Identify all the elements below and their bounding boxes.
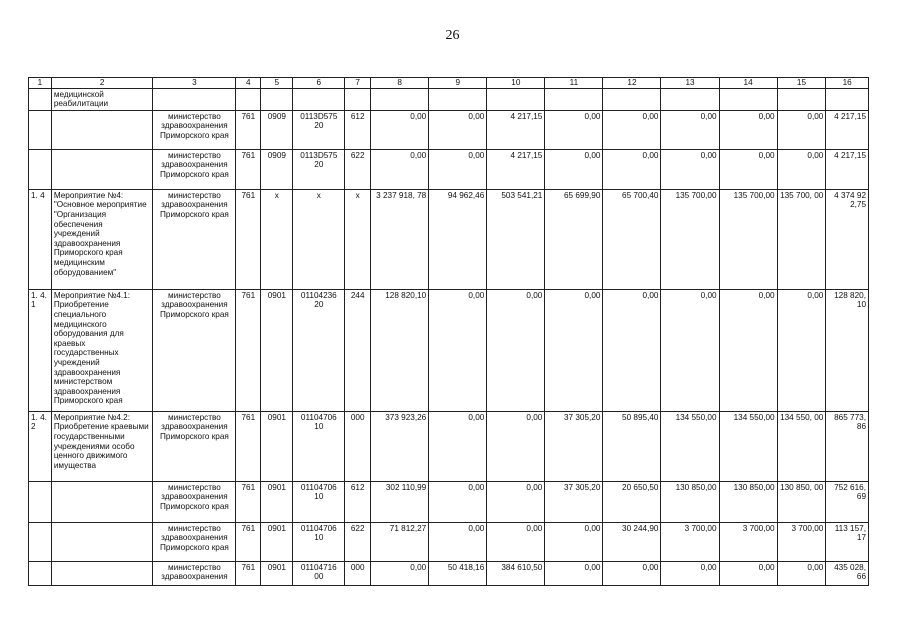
- table-cell: x: [261, 189, 293, 289]
- table-cell: 0,00: [661, 289, 719, 411]
- table-cell: 761: [236, 189, 261, 289]
- table-cell: 761: [236, 522, 261, 561]
- table-cell: 113 157, 17: [826, 522, 869, 561]
- table-cell: министерство здравоохранения Приморского края: [153, 149, 236, 189]
- table-cell: x: [293, 189, 345, 289]
- table-cell: 01104236 20: [293, 289, 345, 411]
- table-cell: 622: [345, 522, 371, 561]
- table-cell: 0,00: [487, 289, 545, 411]
- table-cell: Мероприятие №4: "Основное мероприятие "Организация обеспечения учреждений здравоохранения Приморского края медицинским оборудованием": [51, 189, 153, 289]
- table-cell: [603, 88, 661, 110]
- table-cell: 0901: [261, 522, 293, 561]
- header-cell: 5: [261, 78, 293, 89]
- table-cell: 0,00: [429, 289, 487, 411]
- table-cell: 130 850, 00: [777, 481, 826, 522]
- table-cell: 0,00: [545, 289, 603, 411]
- table-cell: 761: [236, 289, 261, 411]
- table-cell: 0,00: [719, 110, 777, 149]
- table-cell: 37 305,20: [545, 411, 603, 481]
- table-row: [29, 189, 869, 289]
- table-cell: 0,00: [719, 149, 777, 189]
- table-cell: 37 305,20: [545, 481, 603, 522]
- table-cell: 0,00: [545, 149, 603, 189]
- table-cell: Мероприятие №4.2: Приобретение краевыми государственными учреждениями особо ценного движимого имущества: [51, 411, 153, 481]
- table-cell: [429, 88, 487, 110]
- header-cell: 13: [661, 78, 719, 89]
- table-cell: [293, 88, 345, 110]
- table-cell: 0901: [261, 411, 293, 481]
- table-cell: 0113D575 20: [293, 110, 345, 149]
- table-cell: 30 244,90: [603, 522, 661, 561]
- table-cell: 761: [236, 110, 261, 149]
- table-cell: 612: [345, 481, 371, 522]
- table-cell: 0,00: [429, 149, 487, 189]
- table-cell: 130 850,00: [661, 481, 719, 522]
- table-cell: министерство здравоохранения Приморского края: [153, 411, 236, 481]
- table-cell: 0,00: [429, 481, 487, 522]
- table-cell: [51, 561, 153, 585]
- table-cell: 4 374 92 2,75: [826, 189, 869, 289]
- table-cell: 0,00: [545, 561, 603, 585]
- table-cell: Мероприятие №4.1: Приобретение специального медицинского оборудования для краевых государственных учреждений здравоохранения министерством здравоохранения Приморского края: [51, 289, 153, 411]
- table-cell: 0909: [261, 110, 293, 149]
- table-cell: 761: [236, 149, 261, 189]
- table-cell: [345, 88, 371, 110]
- table-cell: [719, 88, 777, 110]
- table-cell: 0,00: [429, 411, 487, 481]
- table-cell: 4 217,15: [487, 110, 545, 149]
- table-cell: [487, 88, 545, 110]
- table-cell: 0,00: [603, 561, 661, 585]
- table-cell: 3 700,00: [719, 522, 777, 561]
- table-cell: 503 541,21: [487, 189, 545, 289]
- table-cell: 135 700,00: [719, 189, 777, 289]
- table-row: [29, 110, 869, 149]
- table-cell: [545, 88, 603, 110]
- header-cell: 16: [826, 78, 869, 89]
- table-cell: 01104706 10: [293, 481, 345, 522]
- table-cell: 0,00: [487, 411, 545, 481]
- table-cell: 752 616, 69: [826, 481, 869, 522]
- table-cell: министерство здравоохранения Приморского края: [153, 289, 236, 411]
- header-cell: 12: [603, 78, 661, 89]
- table-body: [29, 88, 869, 585]
- header-cell: 7: [345, 78, 371, 89]
- table-cell: [51, 149, 153, 189]
- table-cell: 000: [345, 411, 371, 481]
- table-cell: 1. 4. 2: [29, 411, 52, 481]
- table-cell: 135 700, 00: [777, 189, 826, 289]
- table-cell: 761: [236, 481, 261, 522]
- table-cell: 0,00: [371, 149, 429, 189]
- table-cell: 0901: [261, 289, 293, 411]
- table-cell: [29, 561, 52, 585]
- table-cell: [261, 88, 293, 110]
- table-cell: 0,00: [487, 481, 545, 522]
- table-cell: 244: [345, 289, 371, 411]
- table-cell: 0,00: [661, 149, 719, 189]
- table-cell: [661, 88, 719, 110]
- table-cell: 0,00: [487, 522, 545, 561]
- table-row: [29, 411, 869, 481]
- table-cell: [29, 88, 52, 110]
- table-cell: 000: [345, 561, 371, 585]
- table-cell: 622: [345, 149, 371, 189]
- table-cell: 94 962,46: [429, 189, 487, 289]
- table-cell: 384 610,50: [487, 561, 545, 585]
- table-cell: 4 217,15: [826, 149, 869, 189]
- table-cell: министерство здравоохранения Приморского края: [153, 481, 236, 522]
- table-cell: [371, 88, 429, 110]
- table-cell: 435 028, 66: [826, 561, 869, 585]
- table-cell: 01104706 10: [293, 522, 345, 561]
- table-cell: 0,00: [545, 522, 603, 561]
- header-cell: 11: [545, 78, 603, 89]
- table-cell: 134 550, 00: [777, 411, 826, 481]
- table-cell: [826, 88, 869, 110]
- table-cell: 0113D575 20: [293, 149, 345, 189]
- table-cell: 0,00: [777, 289, 826, 411]
- table-cell: министерство здравоохранения Приморского края: [153, 110, 236, 149]
- header-cell: 1: [29, 78, 52, 89]
- table-cell: министерство здравоохранения Приморского края: [153, 522, 236, 561]
- table-cell: 01104716 00: [293, 561, 345, 585]
- table-cell: [29, 522, 52, 561]
- table-cell: 761: [236, 561, 261, 585]
- table-cell: 0901: [261, 561, 293, 585]
- header-cell: 6: [293, 78, 345, 89]
- table-cell: медицинской реабилитации: [51, 88, 153, 110]
- table-row: [29, 522, 869, 561]
- header-cell: 3: [153, 78, 236, 89]
- table-cell: x: [345, 189, 371, 289]
- table-row: [29, 561, 869, 585]
- table-cell: 20 650,50: [603, 481, 661, 522]
- table-cell: 0,00: [429, 110, 487, 149]
- table-cell: министерство здравоохранения Приморского края: [153, 189, 236, 289]
- table-cell: [29, 149, 52, 189]
- header-cell: 2: [51, 78, 153, 89]
- header-cell: 4: [236, 78, 261, 89]
- table-row: [29, 88, 869, 110]
- table-cell: 0,00: [371, 110, 429, 149]
- table-cell: [153, 88, 236, 110]
- table-cell: 0,00: [777, 561, 826, 585]
- table-cell: [29, 110, 52, 149]
- table-cell: 65 699,90: [545, 189, 603, 289]
- table-cell: 612: [345, 110, 371, 149]
- header-cell: 14: [719, 78, 777, 89]
- table-cell: 134 550,00: [661, 411, 719, 481]
- table-cell: 373 923,26: [371, 411, 429, 481]
- table-cell: 0,00: [545, 110, 603, 149]
- table-cell: 135 700,00: [661, 189, 719, 289]
- header-cell: 15: [777, 78, 826, 89]
- table-cell: 0,00: [371, 561, 429, 585]
- table-cell: 0,00: [603, 149, 661, 189]
- table-cell: 0,00: [661, 561, 719, 585]
- table-cell: 0,00: [777, 110, 826, 149]
- table-cell: 0,00: [603, 289, 661, 411]
- table-cell: 0901: [261, 481, 293, 522]
- table-cell: 130 850,00: [719, 481, 777, 522]
- table-cell: [51, 110, 153, 149]
- table-cell: [236, 88, 261, 110]
- table-cell: 3 700,00: [661, 522, 719, 561]
- table-cell: 65 700,40: [603, 189, 661, 289]
- table-cell: 0,00: [719, 289, 777, 411]
- table-cell: [29, 481, 52, 522]
- table-cell: 4 217,15: [487, 149, 545, 189]
- table-cell: 01104706 10: [293, 411, 345, 481]
- table-cell: 128 820, 10: [826, 289, 869, 411]
- table-cell: [51, 522, 153, 561]
- table-cell: 0,00: [777, 149, 826, 189]
- table-cell: 0,00: [603, 110, 661, 149]
- table-cell: [51, 481, 153, 522]
- budget-table: [28, 77, 869, 586]
- table-cell: 134 550,00: [719, 411, 777, 481]
- table-row: [29, 149, 869, 189]
- column-number-header: [29, 78, 869, 89]
- header-cell: 8: [371, 78, 429, 89]
- table-cell: 1. 4: [29, 189, 52, 289]
- table-cell: 1. 4. 1: [29, 289, 52, 411]
- table-row: [29, 481, 869, 522]
- table-row: [29, 289, 869, 411]
- table-cell: 3 700,00: [777, 522, 826, 561]
- header-cell: 9: [429, 78, 487, 89]
- header-cell: 10: [487, 78, 545, 89]
- table-cell: 50 418,16: [429, 561, 487, 585]
- table-cell: 3 237 918, 78: [371, 189, 429, 289]
- table-cell: 0,00: [429, 522, 487, 561]
- table-cell: 0,00: [661, 110, 719, 149]
- table-cell: 0,00: [719, 561, 777, 585]
- table-cell: министерство здравоохранения: [153, 561, 236, 585]
- table-cell: 302 110,99: [371, 481, 429, 522]
- table-cell: 71 812,27: [371, 522, 429, 561]
- table-cell: 128 820,10: [371, 289, 429, 411]
- table-cell: 761: [236, 411, 261, 481]
- table-cell: [777, 88, 826, 110]
- table-cell: 0909: [261, 149, 293, 189]
- table-cell: 50 895,40: [603, 411, 661, 481]
- page-number: 26: [445, 28, 460, 43]
- table-cell: 865 773, 86: [826, 411, 869, 481]
- table-cell: 4 217,15: [826, 110, 869, 149]
